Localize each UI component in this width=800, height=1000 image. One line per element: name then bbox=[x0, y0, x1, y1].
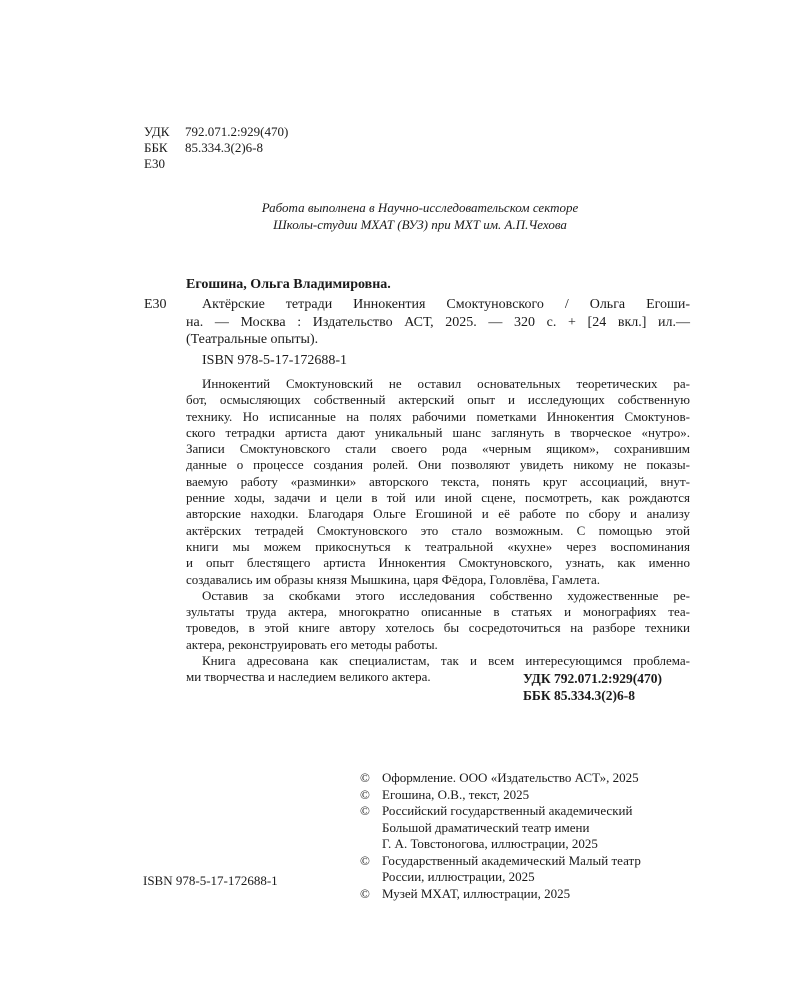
annotation-line: ренние ходы, задачи и цели в той или иной сцене, посмотреть, как рождаются bbox=[186, 490, 690, 506]
copyright-line: Музей МХАТ, иллюстрации, 2025 bbox=[382, 885, 571, 901]
copyright-item bbox=[360, 803, 641, 853]
annotation-paragraph bbox=[186, 588, 690, 653]
annotation-line: технику. Но исписанные на полях рабочими пометками Иннокентия Смоктунов- bbox=[186, 408, 690, 424]
copyright-item bbox=[360, 787, 641, 804]
copyright-line: Государственный академический Малый театр bbox=[382, 852, 641, 868]
copyright-item bbox=[360, 770, 641, 787]
bbk-bottom: ББК 85.334.3(2)6-8 bbox=[523, 688, 636, 703]
copyright-text bbox=[382, 787, 529, 804]
title-line: Актёрские тетради Иннокентия Смоктуновского / Ольга Егоши- bbox=[202, 297, 690, 312]
copyright-icon: © bbox=[360, 786, 370, 802]
annotation-line: и опыт блестящего артиста Иннокентия Смоктуновского, узнать, как именно bbox=[186, 555, 690, 571]
copyright-block bbox=[360, 770, 641, 902]
copyright-line: Оформление. ООО «Издательство АСТ», 2025 bbox=[382, 770, 639, 785]
annotation-line: ского тетрадки артиста дают уникальный шанс заглянуть в творческое «нутро». bbox=[186, 424, 690, 440]
udk-row bbox=[144, 124, 288, 140]
annotation-line: ми творчества и наследием великого актера. bbox=[186, 669, 431, 685]
annotation-line: актёрских тетрадей Смоктуновского это стало возможным. С помощью этой bbox=[186, 522, 690, 538]
annotation-line: Оставив за скобками этого исследования собственно художественные ре- bbox=[202, 587, 690, 603]
udk-label: УДК bbox=[144, 124, 170, 139]
annotation-paragraph bbox=[186, 376, 690, 588]
bbk-label: ББК bbox=[144, 140, 168, 155]
classification-bottom bbox=[523, 670, 662, 704]
author-code: Е30 bbox=[144, 156, 165, 171]
copyright-icon: © bbox=[360, 885, 370, 901]
udk-value: 792.071.2:929(470) bbox=[185, 124, 289, 139]
bbk-value: 85.334.3(2)6-8 bbox=[185, 140, 263, 155]
copyright-item bbox=[360, 853, 641, 886]
copyright-icon: © bbox=[360, 770, 370, 785]
copyright-icon: © bbox=[360, 803, 370, 818]
copyright-text bbox=[382, 886, 570, 903]
annotation-line: авторские находки. Благодаря Ольге Егошиной и её работе по сбору и анализу bbox=[186, 506, 690, 522]
annotation-line: данные о процессе создания ролей. Они позволяют увидеть никому не показы- bbox=[186, 457, 690, 473]
copyright-line: Егошина, О.В., текст, 2025 bbox=[382, 786, 530, 802]
copyright-line: Большой драматический театр имени bbox=[382, 819, 590, 835]
title-line: на. — Москва : Издательство АСТ, 2025. — 320 с. + [24 вкл.] ил.— bbox=[186, 314, 690, 330]
udk-bottom: УДК 792.071.2:929(470) bbox=[523, 671, 662, 686]
copyright-line: Российский государственный академический bbox=[382, 803, 633, 818]
copyright-line: Г. А. Товстоногова, иллюстрации, 2025 bbox=[382, 836, 598, 851]
research-note bbox=[180, 199, 660, 233]
annotation-line: бот, осмысляющих собственный актерский опыт и исследующих собственную bbox=[186, 392, 690, 408]
copyright-text bbox=[382, 803, 632, 853]
note-line: Работа выполнена в Научно-исследовательском секторе bbox=[261, 200, 579, 215]
annotation-line: ваемую работу «разминки» авторского текста, понять круг ассоциаций, внут- bbox=[186, 473, 690, 489]
annotation-line: Книга адресована как специалистам, так и всем интересующимся проблема- bbox=[202, 653, 690, 669]
annotation bbox=[186, 376, 690, 686]
annotation-line: актера, реконструировать его методы работы. bbox=[186, 636, 438, 652]
annotation-line: Иннокентий Смоктуновский не оставил основательных теоретических ра- bbox=[202, 376, 690, 391]
copyright-item bbox=[360, 886, 641, 903]
copyright-icon: © bbox=[360, 852, 370, 868]
copyright-text bbox=[382, 770, 639, 787]
annotation-line: Записи Смоктуновского стали своего рода «черным ящиком», сохранившим bbox=[186, 441, 690, 457]
annotation-line: создавались им образы князя Мышкина, царя Фёдора, Головлёва, Гамлета. bbox=[186, 571, 600, 587]
title-record bbox=[186, 296, 690, 349]
classification-block bbox=[144, 124, 288, 172]
author-code-side: Е30 bbox=[144, 297, 167, 312]
annotation-line: троведов, в этой книге автору хотелось бы сосредоточиться на разборе техники bbox=[186, 620, 690, 636]
annotation-line: зультаты труда актера, многократно описанные в статьях и монографиях теа- bbox=[186, 604, 690, 620]
annotation-line: книги мы можем прикоснуться к театральной «кухне» через воспоминания bbox=[186, 538, 690, 554]
title-line: (Театральные опыты). bbox=[186, 332, 319, 347]
bbk-row bbox=[144, 140, 288, 156]
note-line: Школы-студии МХАТ (ВУЗ) при МХТ им. А.П.Чехова bbox=[273, 217, 567, 232]
isbn-main: ISBN 978-5-17-172688-1 bbox=[202, 353, 348, 368]
copyright-line: России, иллюстрации, 2025 bbox=[382, 869, 535, 884]
copyright-text bbox=[382, 853, 641, 886]
author-heading: Егошина, Ольга Владимировна. bbox=[186, 277, 391, 292]
isbn-bottom: ISBN 978-5-17-172688-1 bbox=[143, 873, 278, 888]
